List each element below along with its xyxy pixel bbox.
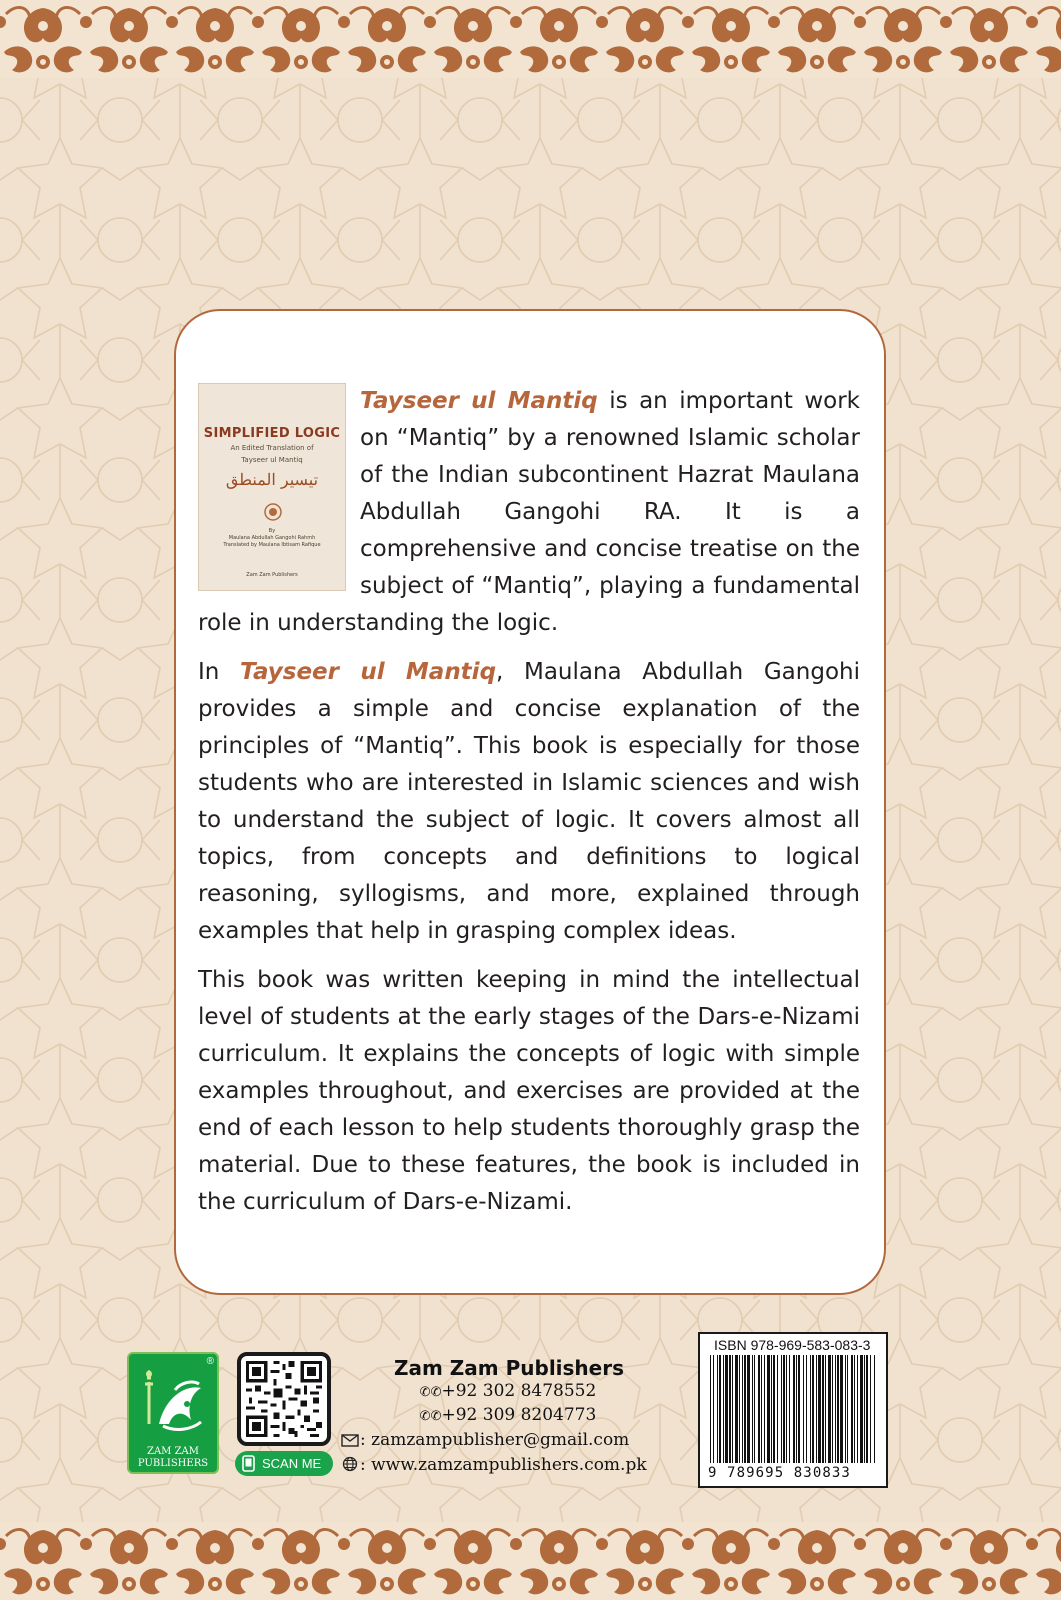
top-floral-border [0, 0, 1061, 78]
phone-whatsapp-icon: ✆✆ [419, 1385, 442, 1400]
phone-number-1[interactable]: ✆✆+92 302 8478552 [419, 1381, 597, 1401]
barcode-bar [777, 1355, 778, 1463]
barcode-bar [832, 1355, 833, 1463]
barcode-bar [744, 1355, 746, 1463]
logo-text: ZAM ZAM PUBLISHERS [137, 1446, 209, 1469]
barcode-bar [847, 1355, 848, 1463]
barcode-bar [717, 1355, 718, 1463]
book-title-emphasis: Tayseer ul Mantiq [240, 659, 497, 685]
barcode-bar [806, 1355, 807, 1463]
barcode-bar [710, 1355, 711, 1463]
cover-arabic-title: تيسير المنطق [225, 470, 319, 489]
barcode-bar [783, 1355, 785, 1463]
barcode-bar [739, 1355, 740, 1463]
barcode-bar [874, 1355, 875, 1463]
barcode-bar [758, 1355, 760, 1463]
cover-publisher: Zam Zam Publishers [246, 572, 298, 578]
barcode-bar [864, 1355, 865, 1463]
bottom-floral-border [0, 1522, 1061, 1600]
barcode-bar [825, 1355, 826, 1463]
website-url: : www.zamzampublishers.com.pk [360, 1455, 647, 1475]
cover-title: SIMPLIFIED LOGIC [203, 426, 341, 441]
barcode-bar [752, 1355, 753, 1463]
barcode-bar [857, 1355, 858, 1463]
barcode-bar [870, 1355, 871, 1463]
zamzam-logo-icon [129, 1354, 217, 1444]
barcode-bar [771, 1355, 772, 1463]
barcode-digits: 9 789695 830833 [708, 1465, 851, 1481]
mail-icon [340, 1434, 360, 1447]
barcode-bar [793, 1355, 795, 1463]
book-title-emphasis: Tayseer ul Mantiq [360, 388, 598, 414]
qr-code[interactable] [237, 1352, 331, 1446]
publisher-logo [127, 1352, 219, 1474]
barcode-bar [747, 1355, 750, 1463]
barcode-bar [798, 1355, 800, 1463]
barcode-bar [773, 1355, 775, 1463]
registered-mark: ® [206, 1356, 214, 1367]
barcode-bar [854, 1355, 855, 1463]
scan-me-label: SCAN ME [262, 1456, 322, 1471]
barcode-bar [781, 1355, 782, 1463]
barcode-bar [713, 1355, 714, 1463]
description-text [198, 383, 860, 1233]
barcode-bar [735, 1355, 738, 1463]
barcode-bar [866, 1355, 868, 1463]
qr-code-icon [246, 1361, 322, 1437]
barcode-bar [851, 1355, 853, 1463]
barcode-bar [729, 1355, 731, 1463]
barcode-bar [803, 1355, 804, 1463]
barcode-bar [789, 1355, 790, 1463]
barcode-bar [767, 1355, 770, 1463]
phone-whatsapp-icon: ✆✆ [419, 1409, 442, 1424]
barcode-bar [837, 1355, 839, 1463]
barcode-bar [761, 1355, 762, 1463]
description-card [174, 309, 886, 1295]
paragraph-2: In Tayseer ul Mantiq, Maulana Abdullah Gangohi provides a simple and concise explanation of the principles of “Mantiq”. This book is especially for those students who are interested in Islamic sciences and wish to understand the subject of logic. It covers almost all topics, from concepts and definitions to logical reasoning, syllogisms, and more, explained through examples that help in grasping complex ideas. [198, 659, 860, 944]
barcode-bar [835, 1355, 836, 1463]
barcode-bar [845, 1355, 846, 1463]
cover-author: By Maulana Abdullah Gangohi Rahmh Translated by Maulana Ibtisam Rafique [223, 528, 321, 548]
publisher-name: Zam Zam Publishers [394, 1356, 624, 1380]
barcode-bar [812, 1355, 814, 1463]
cover-emblem-icon [263, 502, 283, 522]
barcode-bar [816, 1355, 817, 1463]
barcode-bar [840, 1355, 843, 1463]
barcode-bar [732, 1355, 733, 1463]
isbn-label: ISBN 978-969-583-083-3 [714, 1337, 871, 1353]
publisher-contact [340, 1356, 670, 1478]
phone-scan-icon [242, 1455, 255, 1472]
phone-number-2[interactable]: ✆✆+92 309 8204773 [419, 1405, 597, 1425]
paragraph-1: Tayseer ul Mantiq is an important work on “Mantiq” by a renowned Islamic scholar of the Indian subcontinent Hazrat Maulana Abdullah Gangohi RA. It is a comprehensive and concise treatise on the subject of “Mantiq”, playing a fundamental role in understanding the logic. [198, 388, 860, 636]
website-line[interactable] [340, 1453, 670, 1478]
email-address: : zamzampublisher@gmail.com [360, 1430, 630, 1450]
barcode-bar [818, 1355, 821, 1463]
barcode-bar [828, 1355, 831, 1463]
barcode-bar [764, 1355, 765, 1463]
barcode-bar [796, 1355, 797, 1463]
barcode-bar [822, 1355, 824, 1463]
cover-subtitle-2: Tayseer ul Mantiq [241, 456, 303, 464]
cover-subtitle: An Edited Translation of [230, 444, 314, 452]
barcode-bar [723, 1355, 724, 1463]
barcode-bar [754, 1355, 755, 1463]
email-line[interactable] [340, 1428, 670, 1453]
barcode-bar [786, 1355, 787, 1463]
barcode-bar [810, 1355, 811, 1463]
paragraph-3: This book was written keeping in mind the intellectual level of students at the early stages of the Dars-e-Nizami curriculum. It explains the concepts of logic with simple examples throughout, and exercises are provided at the end of each lesson to help students thoroughly grasp the material. Due to these features, the book is included in the curriculum of Dars-e-Nizami. [198, 967, 860, 1215]
barcode-bar [719, 1355, 721, 1463]
barcode-bar [725, 1355, 728, 1463]
isbn-barcode [698, 1332, 888, 1488]
scan-me-button[interactable] [235, 1451, 333, 1476]
barcode-icon [708, 1355, 880, 1465]
globe-icon [340, 1456, 360, 1472]
barcode-bar [860, 1355, 863, 1463]
book-cover-thumbnail [198, 383, 346, 591]
barcode-bar [742, 1355, 743, 1463]
